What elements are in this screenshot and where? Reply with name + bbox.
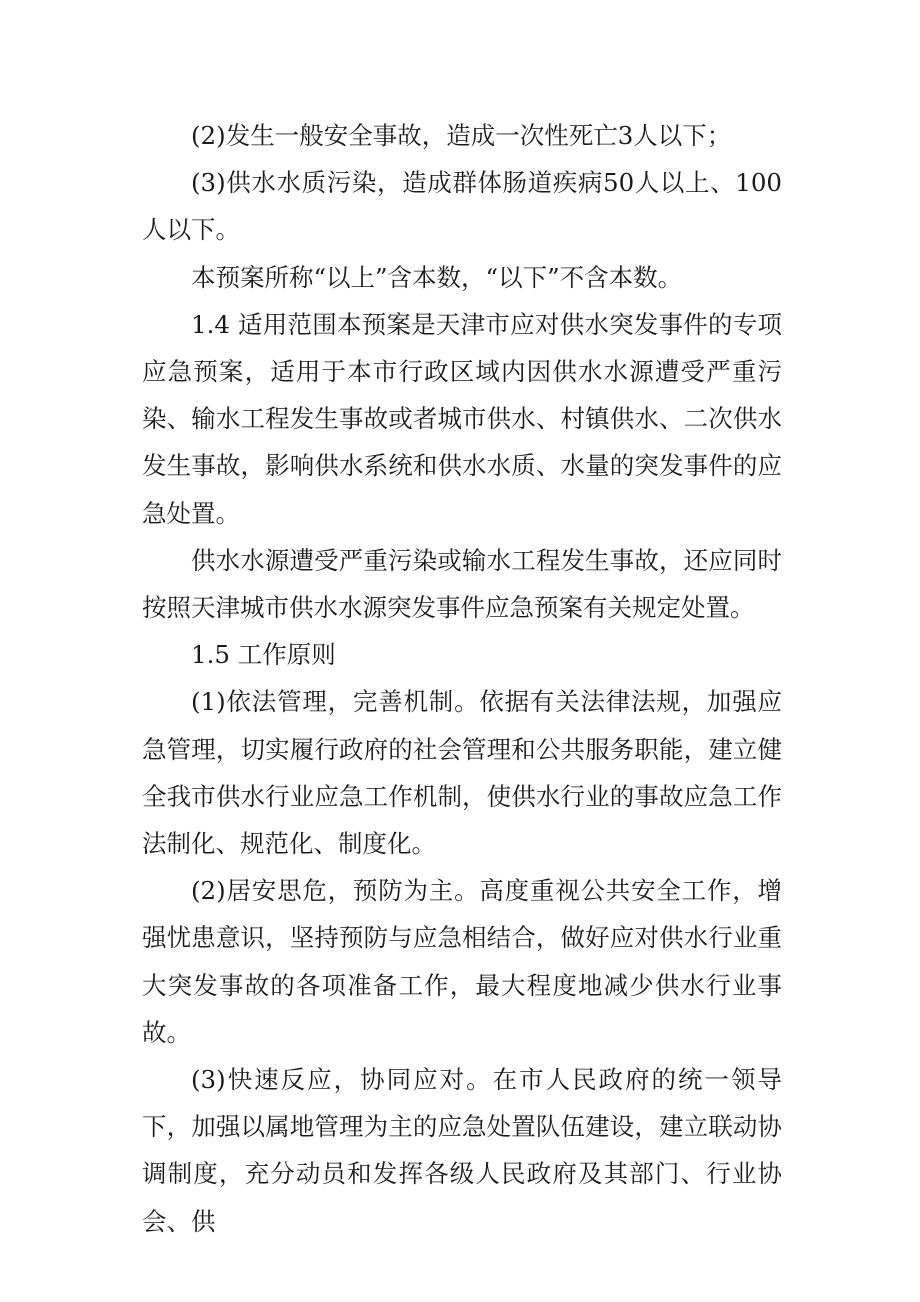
paragraph-principle-3: (3)快速反应，协同应对。在市人民政府的统一领导下，加强以属地管理为主的应急处置队伍建设，建立联动协调制度，充分动员和发挥各级人民政府及其部门、行业协会、供 xyxy=(142,1065,782,1236)
paragraph-principle-2: (2)居安思危，预防为主。高度重视公共安全工作，增强忧患意识，坚持预防与应急相结合，做好应对供水行业重大突发事故的各项准备工作，最大程度地减少供水行业事故。 xyxy=(142,876,782,1047)
paragraph-water-pollution: (3)供水水质污染，造成群体肠道疾病50人以上、100人以下。 xyxy=(142,168,782,245)
paragraph-scope: 1.4 适用范围本预案是天津市应对供水突发事件的专项应急预案，适用于本市行政区域内因供水水源遭受严重污染、输水工程发生事故或者城市供水、村镇供水、二次供水发生事故，影响供水系统和供水水质、水量的突发事件的应急处置。 xyxy=(142,309,782,528)
paragraph-water-source: 供水水源遭受严重污染或输水工程发生事故，还应同时按照天津城市供水水源突发事件应急预案有关规定处置。 xyxy=(142,545,782,623)
paragraph-casualty-level: (2)发生一般安全事故，造成一次性死亡3人以下； xyxy=(191,121,732,150)
paragraph-principle-1: (1)依法管理，完善机制。依据有关法律法规，加强应急管理，切实履行政府的社会管理和公共服务职能，建立健全我市供水行业应急工作机制，使供水行业的事故应急工作法制化、规范化、制度化。 xyxy=(142,687,782,859)
paragraph-definition-note: 本预案所称“以上”含本数，“以下”不含本数。 xyxy=(191,262,683,292)
section-heading-principles: 1.5 工作原则 xyxy=(191,640,336,670)
document-body xyxy=(142,112,782,1245)
